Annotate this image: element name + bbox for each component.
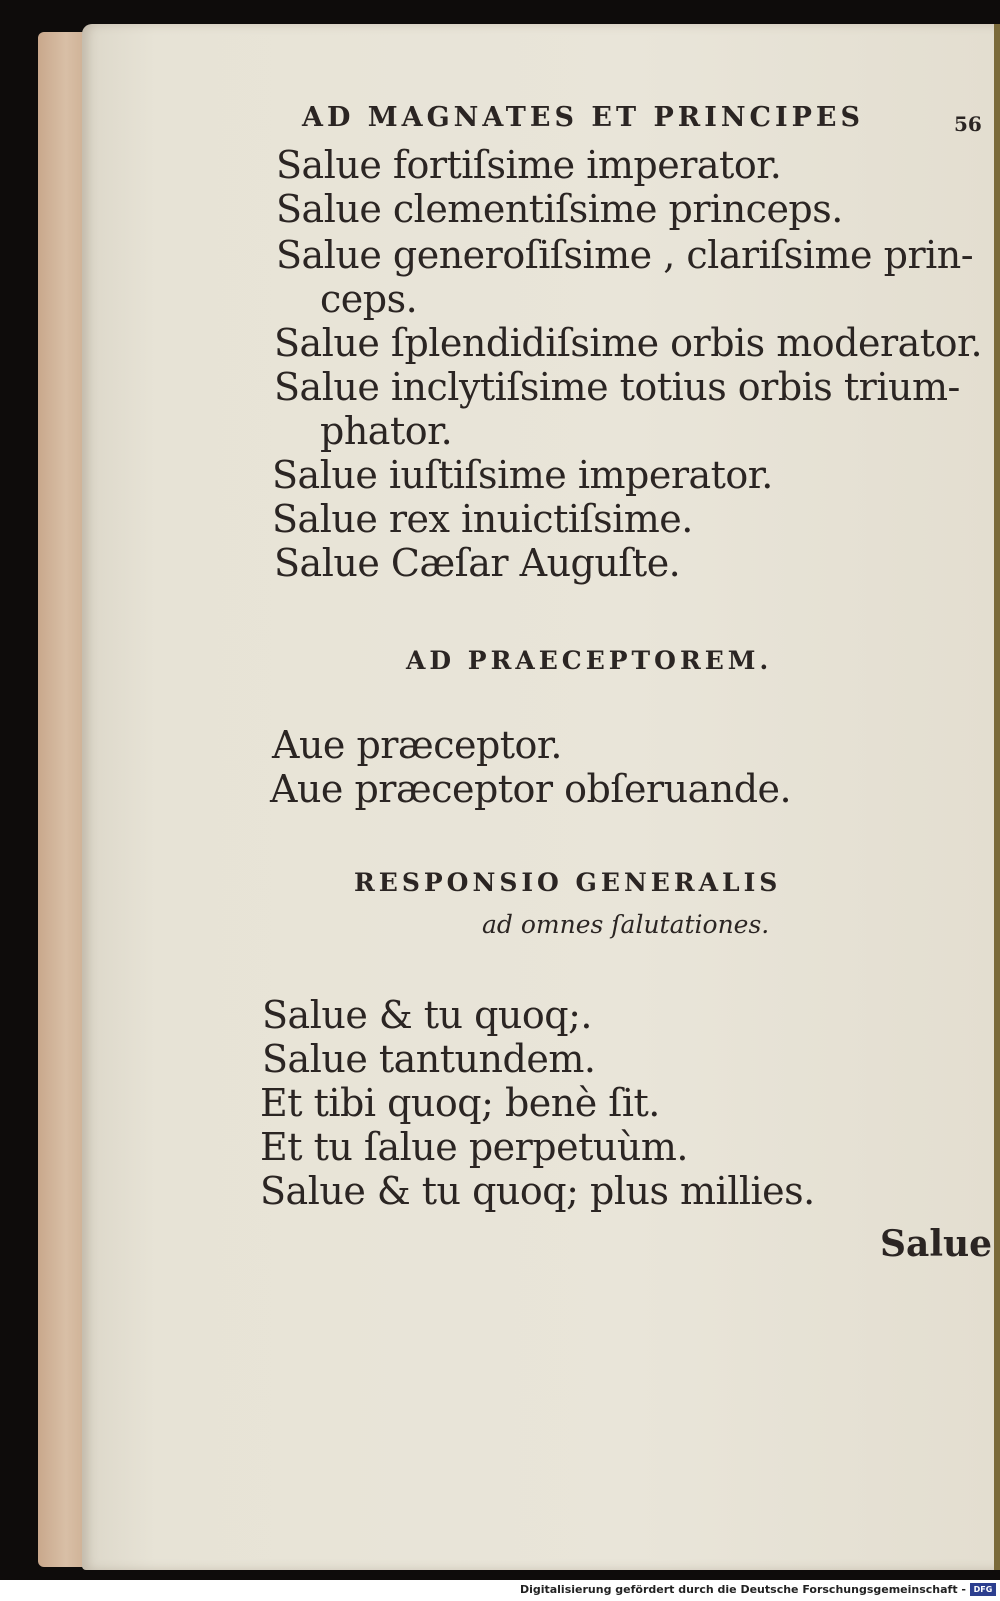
- text-line: Salue & tu quoq;.: [262, 993, 592, 1037]
- text-line: Et tu ſalue perpetuùm.: [260, 1125, 688, 1169]
- text-line: Aue præceptor.: [272, 723, 563, 767]
- text-line: Salue iuſtiſsime imperator.: [272, 453, 773, 497]
- text-line: Salue rex inuictiſsime.: [272, 497, 693, 541]
- text-line: Salue inclytiſsime totius orbis trium-: [274, 365, 960, 409]
- section-subheading: ad omnes ſalutationes.: [482, 910, 770, 939]
- text-line: Salue Cæſar Auguſte.: [274, 541, 681, 585]
- text-line: Salue generoſiſsime , clariſsime prin-: [276, 233, 974, 277]
- text-line: Salue ſplendidiſsime orbis moderator.: [274, 321, 983, 365]
- catchword: Salue: [880, 1223, 993, 1265]
- section-heading-responsio: RESPONSIO GENERALIS: [354, 868, 782, 897]
- text-line: Et tibi quoq; benè ſit.: [260, 1081, 660, 1125]
- text-line: Salue clementiſsime princeps.: [276, 187, 843, 231]
- text-line: Salue fortiſsime imperator.: [276, 143, 782, 187]
- text-line: ceps.: [320, 277, 418, 321]
- dfg-logo: DFG: [970, 1583, 996, 1596]
- section-heading-praeceptorem: AD PRAECEPTOREM.: [406, 646, 773, 675]
- text-line: Salue tantundem.: [262, 1037, 596, 1081]
- running-head: AD MAGNATES ET PRINCIPES: [302, 102, 865, 133]
- text-line: Aue præceptor obſeruande.: [270, 767, 792, 811]
- funding-credit: Digitalisierung gefördert durch die Deutsche Forschungsgemeinschaft -: [519, 1583, 966, 1596]
- text-line: Salue & tu quoq; plus millies.: [260, 1169, 815, 1213]
- folio-number: 56: [954, 112, 982, 136]
- text-line: phator.: [320, 409, 453, 453]
